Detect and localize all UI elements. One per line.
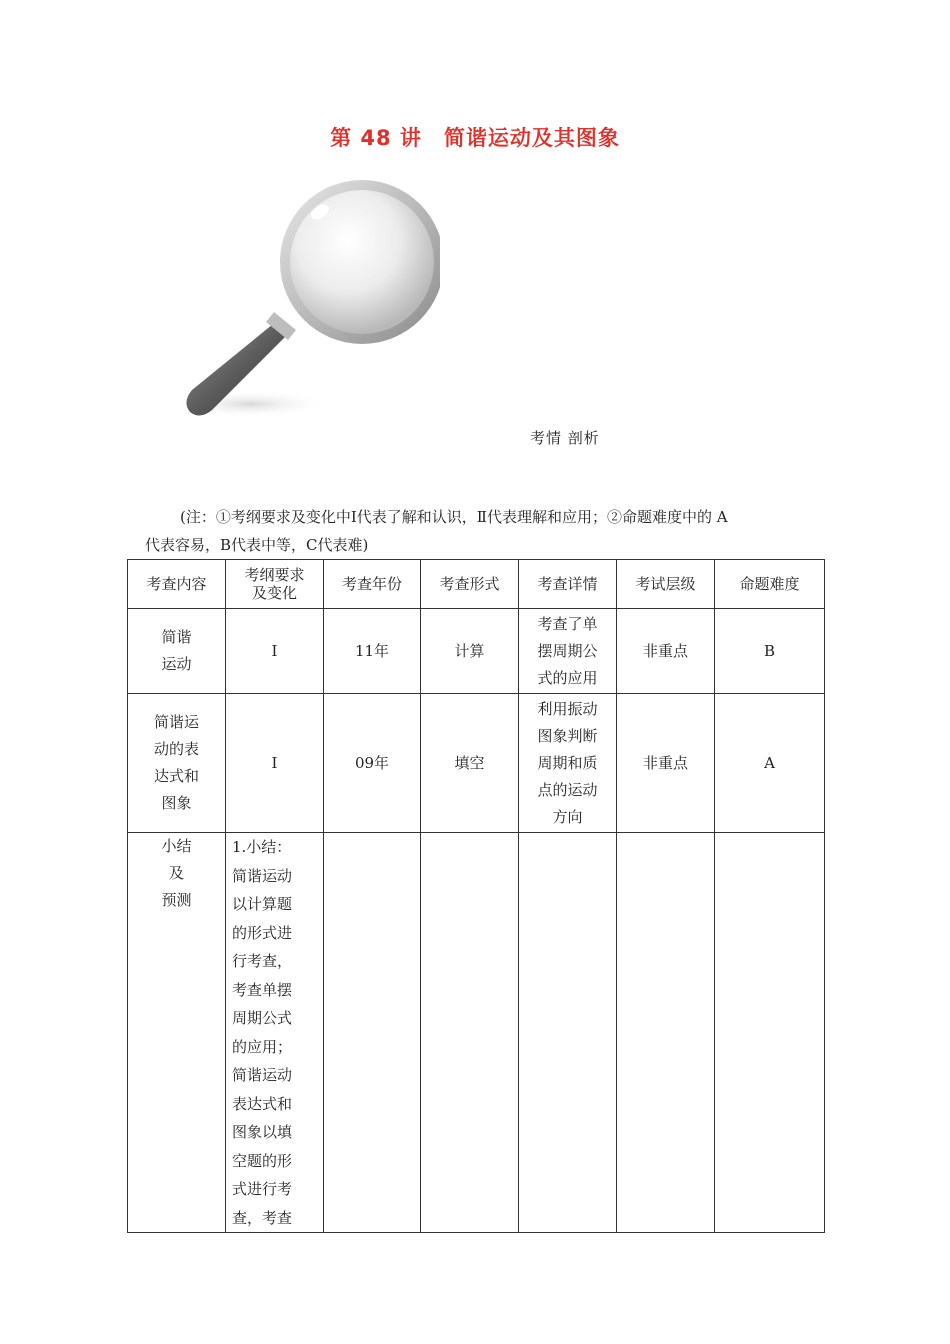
section-heading: 考情 剖析 — [530, 429, 600, 447]
table-cell: Ⅰ — [226, 609, 324, 694]
table-cell — [715, 833, 825, 1233]
magnifier-icon — [170, 172, 440, 427]
header-cell: 命题难度 — [715, 560, 825, 609]
note-line-1: (注：①考纲要求及变化中Ⅰ代表了解和认识，Ⅱ代表理解和应用；②命题难度中的 A — [180, 508, 728, 526]
table-row — [128, 609, 825, 694]
summary-text-cell: 1.小结： 简谐运动 以计算题 的形式进 行考查， 考查单摆 周期公式 的应用； 简谐运动 表达式和 图象以填 空题的形 式进行考 查，考查 — [226, 833, 324, 1233]
table-row — [128, 833, 825, 1233]
table-cell: 简谐运动 — [128, 609, 226, 694]
table-cell — [421, 833, 519, 1233]
table-cell: 11年 — [324, 609, 421, 694]
header-cell: 考纲要求及变化 — [226, 560, 324, 609]
table-cell: 考查了单摆周期公式的应用 — [519, 609, 617, 694]
note-line-2: 代表容易，B代表中等，C代表难) — [145, 536, 369, 554]
table-cell: A — [715, 694, 825, 833]
table-cell: 计算 — [421, 609, 519, 694]
table-cell: 非重点 — [617, 694, 715, 833]
header-cell: 考试层级 — [617, 560, 715, 609]
exam-analysis-table — [127, 559, 825, 1233]
table-cell: 填空 — [421, 694, 519, 833]
table-cell — [519, 833, 617, 1233]
header-cell: 考查内容 — [128, 560, 226, 609]
table-cell: 利用振动图象判断周期和质点的运动方向 — [519, 694, 617, 833]
note-paragraph — [145, 503, 825, 559]
table-cell: B — [715, 609, 825, 694]
table-row — [128, 694, 825, 833]
table-cell: 非重点 — [617, 609, 715, 694]
summary-label-cell: 小结 及 预测 — [128, 833, 226, 1233]
page-title: 第 48 讲 简谐运动及其图象 — [330, 126, 620, 150]
table-header-row — [128, 560, 825, 609]
table-cell: 09年 — [324, 694, 421, 833]
table-cell: Ⅰ — [226, 694, 324, 833]
header-cell: 考查详情 — [519, 560, 617, 609]
header-cell: 考查形式 — [421, 560, 519, 609]
header-cell: 考查年份 — [324, 560, 421, 609]
table-cell: 简谐运动的表达式和图象 — [128, 694, 226, 833]
table-cell — [324, 833, 421, 1233]
table-cell — [617, 833, 715, 1233]
